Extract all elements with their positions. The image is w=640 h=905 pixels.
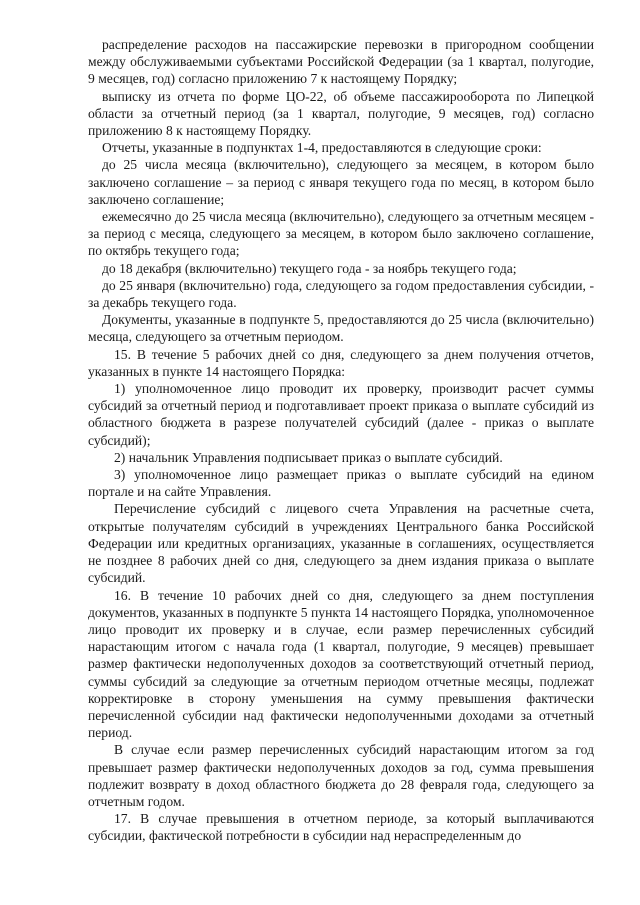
paragraph-p12: 3) уполномоченное лицо размещает приказ о выплате субсидий на едином портале и на сайте Управления. [88,467,594,500]
document-page [88,36,594,845]
paragraph-p7: до 25 января (включительно) года, следующего за годом предоставления субсидии, - за декабрь текущего года. [88,277,594,311]
paragraph-p3: Отчеты, указанные в подпунктах 1-4, предоставляются в следующие сроки: [102,140,542,156]
paragraph-p10: 1) уполномоченное лицо проводит их проверку, производит расчет суммы субсидий за отчетный период и подготавливает проект приказа о выплате субсидий из областного бюджета в разрезе получателей субсидий (далее - приказ о выплате субсидий); [88,381,594,448]
paragraph-p15: В случае если размер перечисленных субсидий нарастающим итогом за год превышает размер фактически недополученных доходов за год, сумма превышения подлежит возврату в доход областного бюджета до 28 февраля года, следующего за отчетным годом. [88,742,594,809]
paragraph-p11: 2) начальник Управления подписывает приказ о выплате субсидий. [114,449,503,465]
paragraph-p6: до 18 декабря (включительно) текущего года - за ноябрь текущего года; [102,260,517,276]
paragraph-p16: 17. В случае превышения в отчетном периоде, за который выплачиваются субсидии, фактической потребности в субсидии над нераспределенным до [88,811,594,844]
paragraph-p1: распределение расходов на пассажирские перевозки в пригородном сообщении между обслуживаемыми субъектами Российской Федерации (за 1 квартал, полугодие, 9 месяцев, год) согласно приложению 7 к настоящему Порядку; [88,37,594,87]
paragraph-p9: 15. В течение 5 рабочих дней со дня, следующего за днем получения отчетов, указанных в пункте 14 настоящего Порядка: [88,346,594,379]
paragraph-p4: до 25 числа месяца (включительно), следующего за месяцем, в котором было заключено соглашение – за период с января текущего года по месяц, в котором было заключено соглашение; [88,157,594,207]
paragraph-p14: 16. В течение 10 рабочих дней со дня, следующего за днем поступления документов, указанных в подпункте 5 пункта 14 настоящего Порядка, уполномоченное лицо проводит их проверку и в случае, если размер перечисленных субсидий нарастающим итогом с начала года (1 квартал, полугодие, 9 месяцев) превышает размер фактически недополученных доходов за соответствующий отчетный период, суммы субсидий за следующие за отчетным периодом отчетные месяцы, подлежат корректировке в сторону уменьшения на сумму превышения фактически перечисленной субсидии над фактически недополученными доходами за отчетный период. [88,587,594,741]
paragraph-p8: Документы, указанные в подпункте 5, предоставляются до 25 числа (включительно) месяца, следующего за отчетным периодом. [88,312,594,345]
paragraph-p5: ежемесячно до 25 числа месяца (включительно), следующего за отчетным месяцем - за период с месяца, следующего за месяцем, в котором было заключено соглашение, по октябрь текущего года; [88,209,594,259]
paragraph-p2: выписку из отчета по форме ЦО-22, об объеме пассажирооборота по Липецкой области за отчетный период (за 1 квартал, полугодие, 9 месяцев, год) согласно приложению 8 к настоящему Порядку. [88,88,594,139]
paragraph-p13: Перечисление субсидий с лицевого счета Управления на расчетные счета, открытые получателям субсидий в учреждениях Центрального банка Российской Федерации или кредитных организациях, указанные в соглашениях, осуществляется не позднее 8 рабочих дней со дня, следующего за днем издания приказа о выплате субсидий. [88,501,594,586]
